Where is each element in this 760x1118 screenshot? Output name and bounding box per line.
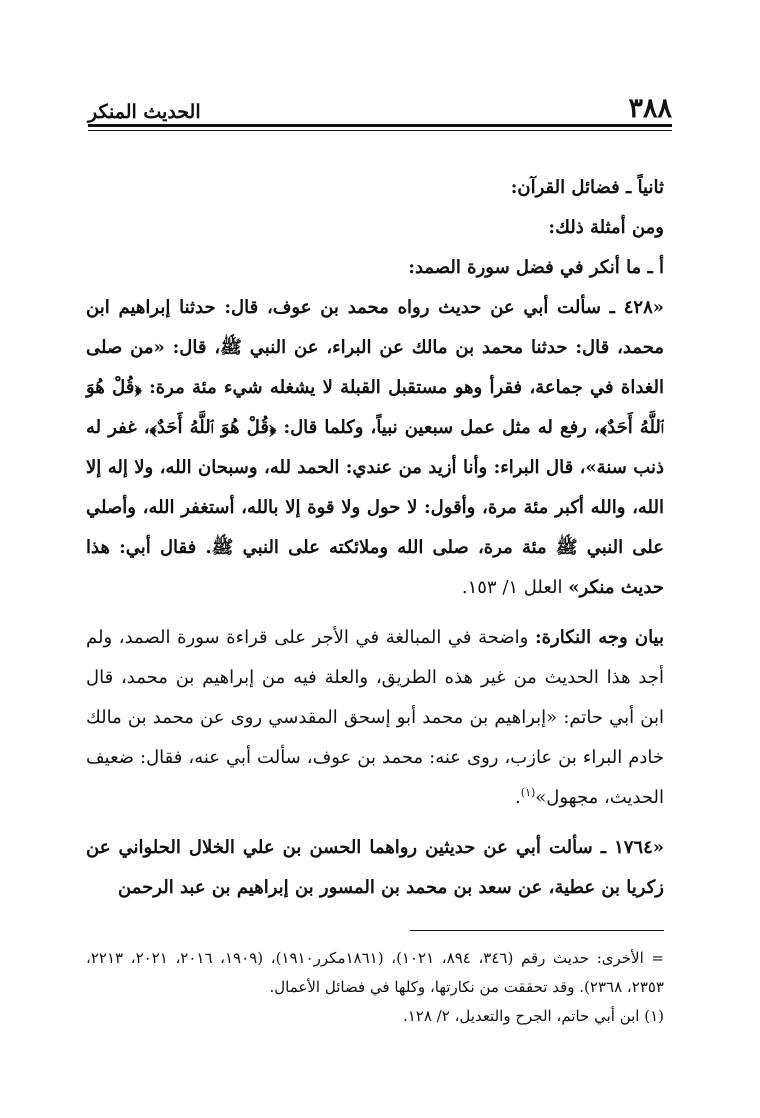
- quran-verse: ﴿قُلْ هُوَ ٱللَّهُ أَحَدٌ﴾: [149, 417, 277, 438]
- page-number: ٣٨٨: [628, 93, 672, 124]
- header-rule-thin: [88, 130, 672, 131]
- explanation-paragraph: [86, 618, 664, 818]
- subheading: أ ـ ما أنكر في فضل سورة الصمد:: [408, 257, 664, 278]
- footnote-rule: [410, 930, 664, 931]
- footnote-ref: (١): [520, 786, 536, 799]
- paragraph-gap: [86, 818, 664, 828]
- page-header: [88, 84, 672, 122]
- hadith-1764-paragraph: «١٧٦٤ ـ سألت أبي عن حديثين رواهما الحسن بن علي الخلال الحلواني عن زكريا بن عطية، عن سعد بن محمد بن المسور بن إبراهيم بن عبد الرحمن: [86, 837, 664, 898]
- header-rule-thick: [88, 124, 672, 127]
- hadith-428-middle: ، رفع له مثل عمل سبعين نبياً، وكلما قال:: [283, 417, 600, 438]
- explanation-end: .: [515, 787, 521, 808]
- footnotes: [86, 944, 664, 1031]
- examples-intro: ومن أمثلة ذلك:: [548, 217, 664, 238]
- main-text: [86, 168, 664, 908]
- hadith-428-source: العلل ١/ ١٥٣.: [461, 577, 569, 598]
- quran-verse: ﴿قُلْ هُوَ ٱللَّهُ أَحَدٌ﴾: [86, 377, 664, 438]
- explanation-text: واضحة في المبالغة في الأجر على قراءة سورة الصمد، ولم أجد هذا الحديث من غير هذه الطريق، والعلة فيه من إبراهيم بن محمد، قال ابن أبي حاتم: «إبراهيم بن محمد أبو إسحق المقدسي روى عن محمد بن مالك خادم البراء بن عازب، روى عنه: محمد بن عوف، سألت أبي عنه، فقال: ضعيف الحديث، مجهول»: [86, 627, 664, 808]
- paragraph-gap: [86, 608, 664, 618]
- explanation-lead: بيان وجه النكارة:: [534, 627, 664, 648]
- footnote-continuation: = الأخرى: حديث رقم (٣٤٦، ٨٩٤، ١٠٢١)، (١٨٦١مكرر١٩١٠)، (١٩٠٩، ٢٠١٦، ٢٠٢١، ٢٢١٣، ٢٣٥٣، ٢٣٦٨). وقد تحققت من نكارتها، وكلها في فضائل الأعمال.: [86, 949, 664, 996]
- running-title: الحديث المنكر: [88, 101, 201, 123]
- hadith-428-opening: «٤٢٨ ـ سألت أبي عن حديث رواه محمد بن عوف، قال: حدثنا إبراهيم ابن محمد، قال: حدثنا محمد بن مالك عن البراء، عن النبي ﷺ، قال: «من صلى الغداة في جماعة، فقرأ وهو مستقبل القبلة لا يشغله شيء مئة مرة:: [86, 297, 664, 398]
- hadith-428-closing: ، غفر له ذنب سنة»، قال البراء: وأنا أزيد من عندي: الحمد لله، وسبحان الله، ولا إله إلا الله، والله أكبر مئة مرة، وأقول: لا حول ولا قوة إلا بالله، أستغفر الله، وأصلي على النبي ﷺ مئة مرة، صلى الله وملائكته على النبي ﷺ. فقال أبي: هذا حديث منكر»: [86, 417, 664, 598]
- footnote-1: (١) ابن أبي حاتم، الجرح والتعديل، ٢/ ١٢٨.: [402, 1007, 664, 1025]
- hadith-428-paragraph: [86, 288, 664, 608]
- section-heading: ثانياً ـ فضائل القرآن:: [510, 177, 664, 198]
